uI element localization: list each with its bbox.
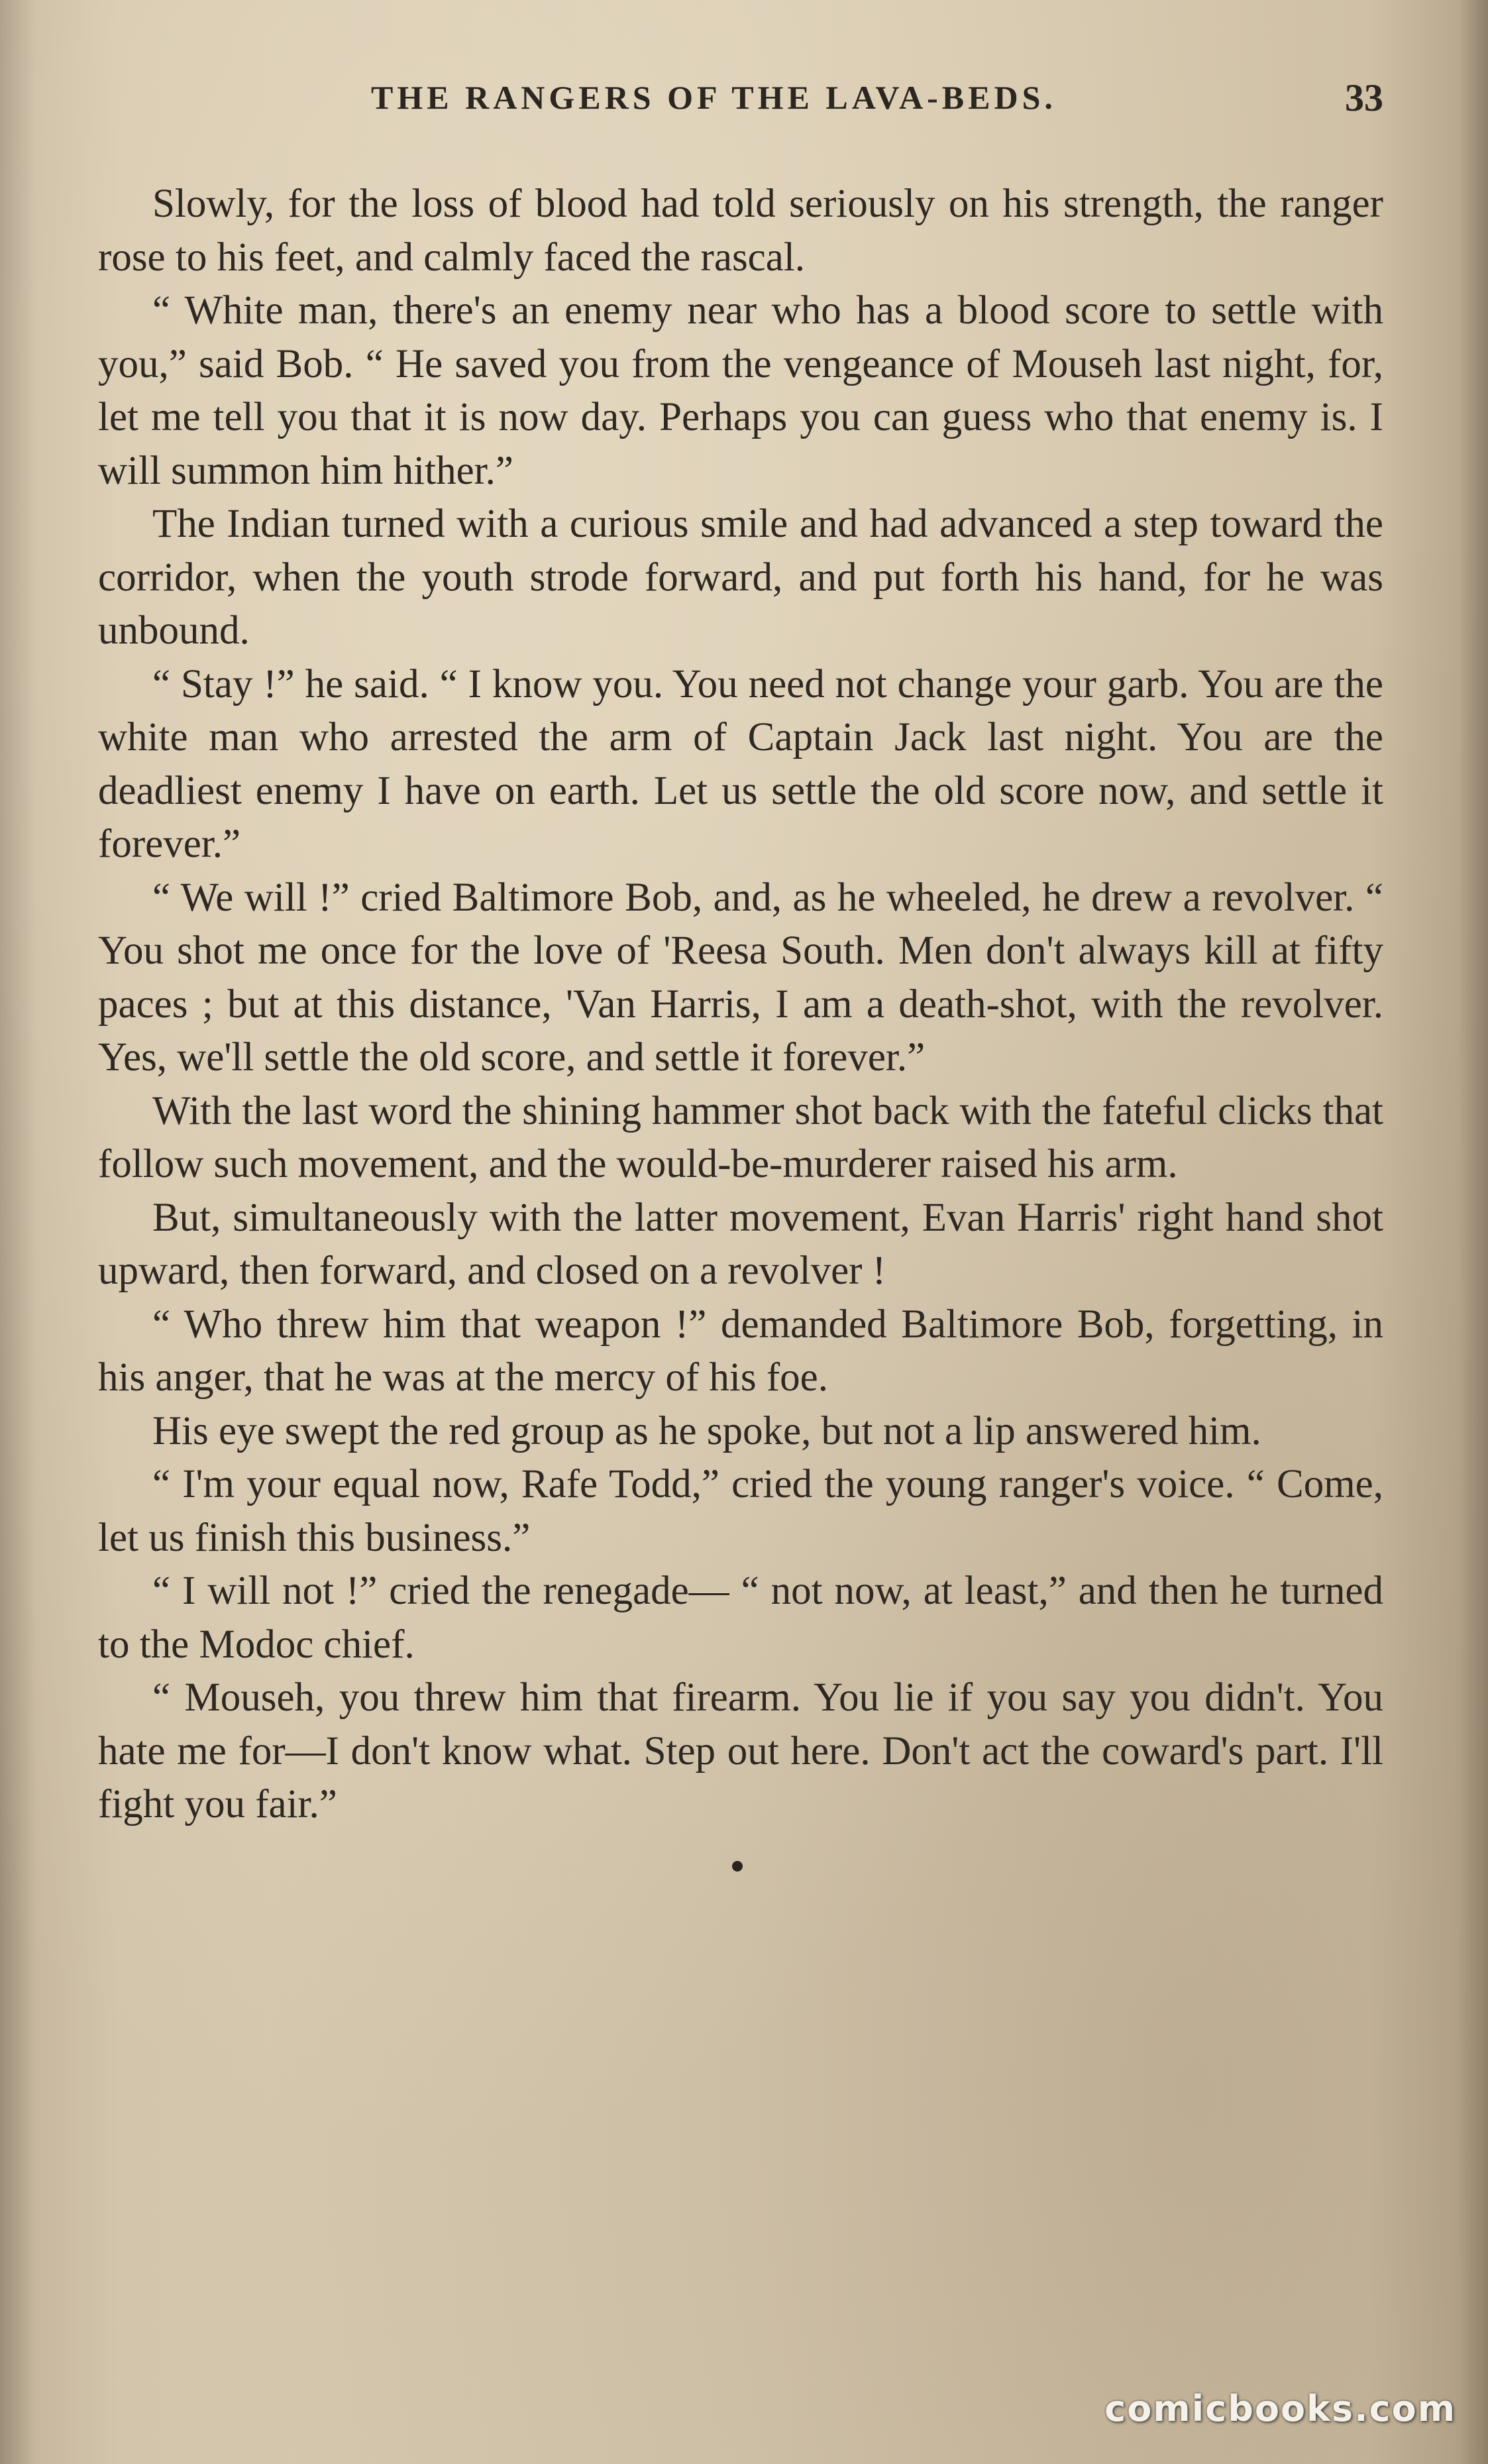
paragraph-5: “ We will !” cried Baltimore Bob, and, as he wheeled, he drew a revolver. “ You shot me once for the love of 'Reesa South. Men don't always kill at fifty paces ; but at this distance, 'Van Harris, I am a death-shot, with the revolver. Yes, we'll settle the old score, and settle it forever.”: [98, 875, 1383, 1080]
page-number: 33: [1345, 76, 1383, 119]
running-title: THE RANGERS OF THE LAVA-BEDS.: [371, 79, 1057, 116]
paragraph-7: But, simultaneously with the latter movement, Evan Harris' right hand shot upward, then forward, and closed on a revolver !: [98, 1195, 1383, 1293]
paragraph-3: The Indian turned with a curious smile and had advanced a step toward the corridor, when the youth strode forward, and put forth his hand, for he was unbound.: [98, 502, 1383, 653]
paragraph-8: “ Who threw him that weapon !” demanded Baltimore Bob, forgetting, in his anger, that he was at the mercy of his foe.: [98, 1302, 1383, 1400]
paragraph-4: “ Stay !” he said. “ I know you. You need not change your garb. You are the white man who arrested the arm of Captain Jack last night. You are the deadliest enemy I have on earth. Let us settle the old score now, and settle it forever.”: [98, 661, 1383, 866]
paragraph-9: His eye swept the red group as he spoke, but not a lip answered him.: [152, 1408, 1261, 1453]
paragraph-10: “ I'm your equal now, Rafe Todd,” cried the young ranger's voice. “ Come, let us finish this business.”: [98, 1462, 1383, 1560]
watermark: comicbooks.com: [1104, 2388, 1456, 2430]
paragraph-1: Slowly, for the loss of blood had told seriously on his strength, the ranger rose to his feet, and calmly faced the rascal.: [98, 182, 1383, 280]
ink-dot: [732, 1861, 743, 1872]
running-head: [99, 78, 1383, 125]
body-text: [98, 178, 1383, 1832]
paragraph-2: “ White man, there's an enemy near who has a blood score to settle with you,” said Bob. “ He saved you from the vengeance of Mouseh last night, for, let me tell you that it is now day. Perhaps you can guess who that enemy is. I will summon him hither.”: [98, 288, 1383, 493]
paragraph-11: “ I will not !” cried the renegade— “ not now, at least,” and then he turned to the Modoc chief.: [98, 1569, 1383, 1667]
paragraph-6: With the last word the shining hammer shot back with the fateful clicks that follow such movement, and the would-be-murderer raised his arm.: [98, 1088, 1383, 1186]
paragraph-12: “ Mouseh, you threw him that firearm. You lie if you say you didn't. You hate me for—I don't know what. Step out here. Don't act the coward's part. I'll fight you fair.”: [98, 1675, 1383, 1826]
